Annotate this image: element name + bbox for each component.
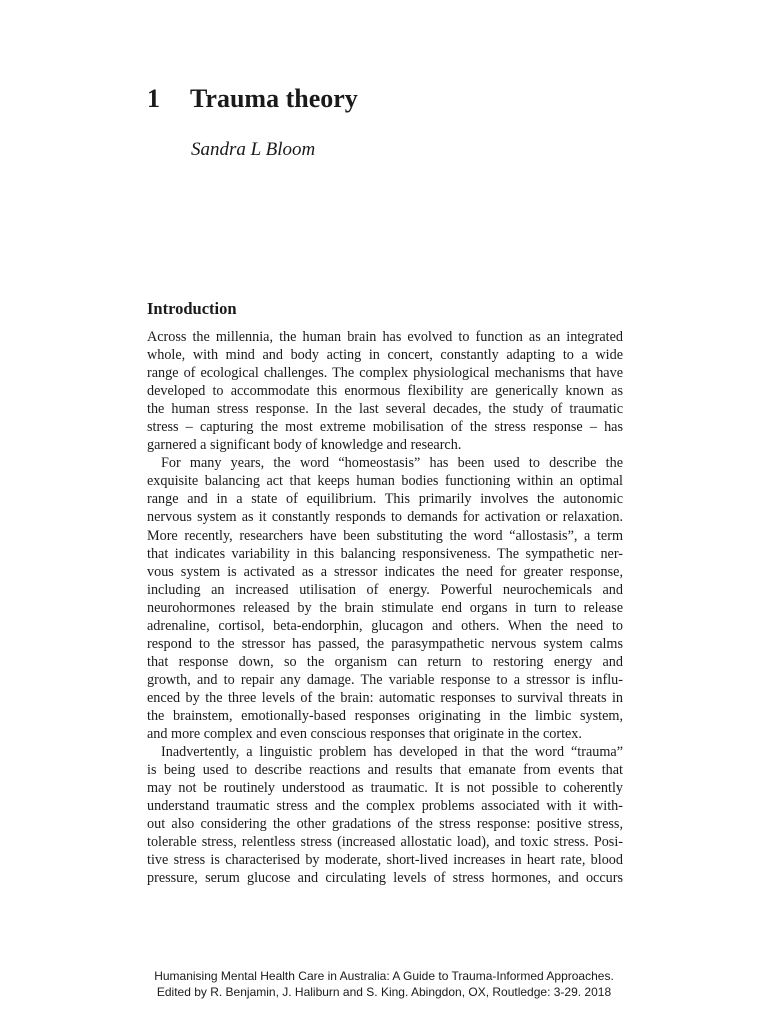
text-line: tolerable stress, relentless stress (increased allostatic load), and toxic stress. Posi- bbox=[147, 834, 623, 851]
text-line: garnered a significant body of knowledge and research. bbox=[147, 437, 462, 454]
text-line: stress – capturing the most extreme mobilisation of the stress response – has bbox=[147, 419, 623, 436]
text-line: respond to the stressor has passed, the parasympathetic nervous system calms bbox=[147, 635, 623, 652]
text-line: pressure, serum glucose and circulating levels of stress hormones, and occurs bbox=[147, 870, 623, 887]
text-line: vous system is activated as a stressor indicates the need for greater response, bbox=[147, 563, 623, 580]
text-line: Inadvertently, a linguistic problem has developed in that the word “trauma” bbox=[161, 744, 623, 761]
text-line: the brainstem, emotionally-based responses originating in the limbic system, bbox=[147, 707, 623, 724]
text-line: growth, and to repair any damage. The variable response to a stressor is influ- bbox=[147, 671, 623, 688]
chapter-heading bbox=[147, 84, 358, 114]
text-line: enced by the three levels of the brain: automatic responses to survival threats in bbox=[147, 689, 623, 706]
text-line: out also considering the other gradations of the stress response: positive stress, bbox=[147, 816, 623, 833]
body-text bbox=[147, 328, 623, 887]
text-line: For many years, the word “homeostasis” has been used to describe the bbox=[161, 455, 623, 472]
text-line: including an increased utilisation of energy. Powerful neurochemicals and bbox=[147, 581, 623, 598]
text-line: exquisite balancing act that keeps human bodies functioning within an optimal bbox=[147, 473, 623, 490]
text-line: that response down, so the organism can return to restoring energy and bbox=[147, 653, 623, 670]
chapter-number: 1 bbox=[147, 84, 160, 113]
text-line: nervous system as it constantly responds to demands for activation or relaxation. bbox=[147, 509, 623, 526]
text-line: neurohormones released by the brain stimulate end organs in turn to release bbox=[147, 599, 623, 616]
text-line: tive stress is characterised by moderate, short-lived increases in heart rate, blood bbox=[147, 852, 623, 869]
text-line: may not be routinely understood as traumatic. It is not possible to coherently bbox=[147, 780, 623, 797]
text-line: developed to accommodate this enormous flexibility are generically known as bbox=[147, 383, 623, 400]
citation-footer bbox=[0, 968, 768, 1000]
text-line: adrenaline, cortisol, beta-endorphin, glucagon and others. When the need to bbox=[147, 617, 623, 634]
text-line: that indicates variability in this balancing responsiveness. The sympathetic ner- bbox=[147, 545, 623, 562]
text-line: and more complex and even conscious responses that originate in the cortex. bbox=[147, 726, 582, 743]
chapter-author: Sandra L Bloom bbox=[191, 139, 316, 160]
citation-line-2: Edited by R. Benjamin, J. Haliburn and S. King. Abingdon, OX, Routledge: 3-29. 2018 bbox=[156, 985, 612, 999]
text-line: Across the millennia, the human brain has evolved to function as an integrated bbox=[147, 329, 623, 345]
citation-line-1: Humanising Mental Health Care in Australia: A Guide to Trauma-Informed Approaches. bbox=[154, 969, 614, 983]
text-line: range and in a state of equilibrium. This primarily involves the autonomic bbox=[147, 491, 623, 508]
chapter-title: Trauma theory bbox=[190, 84, 358, 113]
text-line: is being used to describe reactions and results that emanate from events that bbox=[147, 762, 623, 779]
text-line: range of ecological challenges. The complex physiological mechanisms that have bbox=[147, 365, 623, 382]
text-line: More recently, researchers have been substituting the word “allostasis”, a term bbox=[147, 527, 623, 544]
text-line: understand traumatic stress and the complex problems associated with it with- bbox=[147, 798, 623, 815]
text-line: the human stress response. In the last several decades, the study of traumatic bbox=[147, 401, 623, 418]
section-heading: Introduction bbox=[147, 299, 237, 318]
text-line: whole, with mind and body acting in concert, constantly adapting to a wide bbox=[147, 347, 623, 364]
